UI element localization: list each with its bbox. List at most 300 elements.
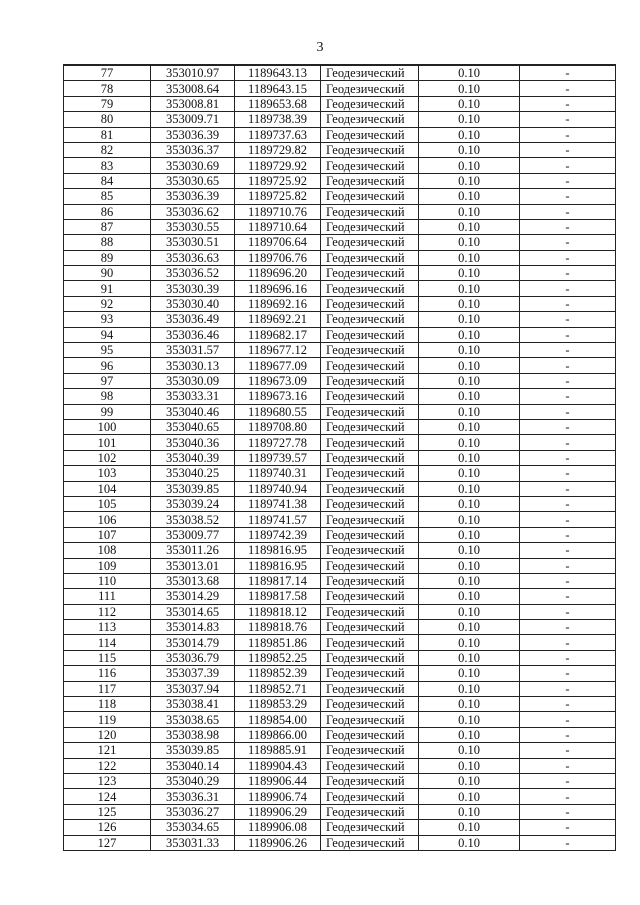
note-cell: - — [520, 96, 616, 111]
table-row — [64, 604, 616, 619]
method-cell: Геодезический — [321, 127, 419, 142]
note-cell: - — [520, 697, 616, 712]
y-coordinate-cell: 1189706.64 — [235, 235, 321, 250]
x-coordinate-cell: 353010.97 — [151, 65, 235, 81]
accuracy-cell: 0.10 — [419, 96, 520, 111]
x-coordinate-cell: 353009.77 — [151, 527, 235, 542]
note-cell: - — [520, 358, 616, 373]
table-row — [64, 804, 616, 819]
point-number-cell: 83 — [64, 158, 151, 173]
point-number-cell: 120 — [64, 727, 151, 742]
point-number-cell: 114 — [64, 635, 151, 650]
x-coordinate-cell: 353013.68 — [151, 573, 235, 588]
accuracy-cell: 0.10 — [419, 204, 520, 219]
y-coordinate-cell: 1189904.43 — [235, 758, 321, 773]
accuracy-cell: 0.10 — [419, 419, 520, 434]
point-number-cell: 92 — [64, 296, 151, 311]
table-row — [64, 266, 616, 281]
table-row — [64, 343, 616, 358]
y-coordinate-cell: 1189866.00 — [235, 727, 321, 742]
x-coordinate-cell: 353038.41 — [151, 697, 235, 712]
y-coordinate-cell: 1189708.80 — [235, 419, 321, 434]
y-coordinate-cell: 1189738.39 — [235, 112, 321, 127]
accuracy-cell: 0.10 — [419, 589, 520, 604]
y-coordinate-cell: 1189854.00 — [235, 712, 321, 727]
note-cell: - — [520, 604, 616, 619]
accuracy-cell: 0.10 — [419, 697, 520, 712]
note-cell: - — [520, 650, 616, 665]
point-number-cell: 99 — [64, 404, 151, 419]
y-coordinate-cell: 1189696.20 — [235, 266, 321, 281]
method-cell: Геодезический — [321, 435, 419, 450]
point-number-cell: 126 — [64, 820, 151, 835]
note-cell: - — [520, 389, 616, 404]
x-coordinate-cell: 353030.69 — [151, 158, 235, 173]
x-coordinate-cell: 353038.98 — [151, 727, 235, 742]
point-number-cell: 79 — [64, 96, 151, 111]
y-coordinate-cell: 1189885.91 — [235, 743, 321, 758]
method-cell: Геодезический — [321, 404, 419, 419]
point-number-cell: 119 — [64, 712, 151, 727]
point-number-cell: 85 — [64, 189, 151, 204]
x-coordinate-cell: 353040.25 — [151, 466, 235, 481]
note-cell: - — [520, 189, 616, 204]
table-row — [64, 419, 616, 434]
x-coordinate-cell: 353036.79 — [151, 650, 235, 665]
y-coordinate-cell: 1189725.82 — [235, 189, 321, 204]
accuracy-cell: 0.10 — [419, 481, 520, 496]
accuracy-cell: 0.10 — [419, 558, 520, 573]
point-number-cell: 82 — [64, 142, 151, 157]
y-coordinate-cell: 1189852.39 — [235, 666, 321, 681]
x-coordinate-cell: 353040.14 — [151, 758, 235, 773]
point-number-cell: 94 — [64, 327, 151, 342]
method-cell: Геодезический — [321, 697, 419, 712]
method-cell: Геодезический — [321, 266, 419, 281]
table-row — [64, 681, 616, 696]
point-number-cell: 93 — [64, 312, 151, 327]
y-coordinate-cell: 1189692.16 — [235, 296, 321, 311]
method-cell: Геодезический — [321, 204, 419, 219]
note-cell: - — [520, 266, 616, 281]
method-cell: Геодезический — [321, 650, 419, 665]
y-coordinate-cell: 1189710.76 — [235, 204, 321, 219]
accuracy-cell: 0.10 — [419, 65, 520, 81]
table-row — [64, 142, 616, 157]
table-row — [64, 235, 616, 250]
accuracy-cell: 0.10 — [419, 343, 520, 358]
accuracy-cell: 0.10 — [419, 466, 520, 481]
point-number-cell: 100 — [64, 419, 151, 434]
y-coordinate-cell: 1189816.95 — [235, 543, 321, 558]
table-row — [64, 835, 616, 850]
y-coordinate-cell: 1189729.92 — [235, 158, 321, 173]
method-cell: Геодезический — [321, 450, 419, 465]
note-cell: - — [520, 142, 616, 157]
x-coordinate-cell: 353011.26 — [151, 543, 235, 558]
x-coordinate-cell: 353036.39 — [151, 189, 235, 204]
table-row — [64, 820, 616, 835]
accuracy-cell: 0.10 — [419, 281, 520, 296]
note-cell: - — [520, 620, 616, 635]
table-row — [64, 481, 616, 496]
note-cell: - — [520, 81, 616, 96]
note-cell: - — [520, 204, 616, 219]
accuracy-cell: 0.10 — [419, 219, 520, 234]
method-cell: Геодезический — [321, 219, 419, 234]
accuracy-cell: 0.10 — [419, 389, 520, 404]
x-coordinate-cell: 353014.83 — [151, 620, 235, 635]
method-cell: Геодезический — [321, 327, 419, 342]
method-cell: Геодезический — [321, 173, 419, 188]
accuracy-cell: 0.10 — [419, 789, 520, 804]
point-number-cell: 80 — [64, 112, 151, 127]
x-coordinate-cell: 353036.37 — [151, 142, 235, 157]
y-coordinate-cell: 1189739.57 — [235, 450, 321, 465]
method-cell: Геодезический — [321, 743, 419, 758]
table-row — [64, 158, 616, 173]
table-row — [64, 650, 616, 665]
table-row — [64, 96, 616, 111]
method-cell: Геодезический — [321, 65, 419, 81]
x-coordinate-cell: 353036.39 — [151, 127, 235, 142]
method-cell: Геодезический — [321, 250, 419, 265]
x-coordinate-cell: 353040.36 — [151, 435, 235, 450]
y-coordinate-cell: 1189653.68 — [235, 96, 321, 111]
method-cell: Геодезический — [321, 419, 419, 434]
method-cell: Геодезический — [321, 512, 419, 527]
x-coordinate-cell: 353030.55 — [151, 219, 235, 234]
page-number: 3 — [316, 40, 324, 55]
method-cell: Геодезический — [321, 789, 419, 804]
table-row — [64, 666, 616, 681]
accuracy-cell: 0.10 — [419, 666, 520, 681]
table-row — [64, 389, 616, 404]
x-coordinate-cell: 353036.52 — [151, 266, 235, 281]
method-cell: Геодезический — [321, 358, 419, 373]
note-cell: - — [520, 466, 616, 481]
method-cell: Геодезический — [321, 835, 419, 850]
y-coordinate-cell: 1189706.76 — [235, 250, 321, 265]
method-cell: Геодезический — [321, 158, 419, 173]
point-number-cell: 122 — [64, 758, 151, 773]
table-row — [64, 81, 616, 96]
x-coordinate-cell: 353040.46 — [151, 404, 235, 419]
note-cell: - — [520, 450, 616, 465]
table-row — [64, 727, 616, 742]
table-row — [64, 573, 616, 588]
point-number-cell: 98 — [64, 389, 151, 404]
point-number-cell: 121 — [64, 743, 151, 758]
method-cell: Геодезический — [321, 466, 419, 481]
x-coordinate-cell: 353013.01 — [151, 558, 235, 573]
accuracy-cell: 0.10 — [419, 373, 520, 388]
accuracy-cell: 0.10 — [419, 266, 520, 281]
table-row — [64, 219, 616, 234]
table-row — [64, 512, 616, 527]
method-cell: Геодезический — [321, 681, 419, 696]
method-cell: Геодезический — [321, 481, 419, 496]
note-cell: - — [520, 65, 616, 81]
point-number-cell: 127 — [64, 835, 151, 850]
x-coordinate-cell: 353039.24 — [151, 496, 235, 511]
table-row — [64, 435, 616, 450]
method-cell: Геодезический — [321, 773, 419, 788]
y-coordinate-cell: 1189741.38 — [235, 496, 321, 511]
table-row — [64, 712, 616, 727]
accuracy-cell: 0.10 — [419, 81, 520, 96]
method-cell: Геодезический — [321, 312, 419, 327]
y-coordinate-cell: 1189906.26 — [235, 835, 321, 850]
note-cell: - — [520, 158, 616, 173]
point-number-cell: 90 — [64, 266, 151, 281]
point-number-cell: 108 — [64, 543, 151, 558]
y-coordinate-cell: 1189906.08 — [235, 820, 321, 835]
y-coordinate-cell: 1189816.95 — [235, 558, 321, 573]
accuracy-cell: 0.10 — [419, 189, 520, 204]
point-number-cell: 109 — [64, 558, 151, 573]
note-cell: - — [520, 527, 616, 542]
accuracy-cell: 0.10 — [419, 158, 520, 173]
y-coordinate-cell: 1189696.16 — [235, 281, 321, 296]
accuracy-cell: 0.10 — [419, 296, 520, 311]
table-row — [64, 358, 616, 373]
y-coordinate-cell: 1189817.14 — [235, 573, 321, 588]
method-cell: Геодезический — [321, 296, 419, 311]
table-row — [64, 189, 616, 204]
x-coordinate-cell: 353014.65 — [151, 604, 235, 619]
y-coordinate-cell: 1189852.25 — [235, 650, 321, 665]
table-row — [64, 635, 616, 650]
x-coordinate-cell: 353009.71 — [151, 112, 235, 127]
point-number-cell: 96 — [64, 358, 151, 373]
y-coordinate-cell: 1189741.57 — [235, 512, 321, 527]
y-coordinate-cell: 1189740.31 — [235, 466, 321, 481]
point-number-cell: 81 — [64, 127, 151, 142]
x-coordinate-cell: 353033.31 — [151, 389, 235, 404]
note-cell: - — [520, 727, 616, 742]
note-cell: - — [520, 373, 616, 388]
table-row — [64, 373, 616, 388]
x-coordinate-cell: 353039.85 — [151, 743, 235, 758]
x-coordinate-cell: 353008.81 — [151, 96, 235, 111]
accuracy-cell: 0.10 — [419, 173, 520, 188]
method-cell: Геодезический — [321, 142, 419, 157]
method-cell: Геодезический — [321, 343, 419, 358]
accuracy-cell: 0.10 — [419, 450, 520, 465]
point-number-cell: 102 — [64, 450, 151, 465]
accuracy-cell: 0.10 — [419, 127, 520, 142]
note-cell: - — [520, 773, 616, 788]
y-coordinate-cell: 1189643.13 — [235, 65, 321, 81]
note-cell: - — [520, 127, 616, 142]
table-row — [64, 312, 616, 327]
method-cell: Геодезический — [321, 758, 419, 773]
point-number-cell: 116 — [64, 666, 151, 681]
y-coordinate-cell: 1189851.86 — [235, 635, 321, 650]
note-cell: - — [520, 219, 616, 234]
y-coordinate-cell: 1189737.63 — [235, 127, 321, 142]
x-coordinate-cell: 353014.79 — [151, 635, 235, 650]
accuracy-cell: 0.10 — [419, 573, 520, 588]
accuracy-cell: 0.10 — [419, 758, 520, 773]
x-coordinate-cell: 353030.51 — [151, 235, 235, 250]
method-cell: Геодезический — [321, 496, 419, 511]
point-number-cell: 111 — [64, 589, 151, 604]
table-row — [64, 589, 616, 604]
note-cell: - — [520, 312, 616, 327]
accuracy-cell: 0.10 — [419, 804, 520, 819]
accuracy-cell: 0.10 — [419, 250, 520, 265]
point-number-cell: 77 — [64, 65, 151, 81]
x-coordinate-cell: 353036.49 — [151, 312, 235, 327]
x-coordinate-cell: 353030.09 — [151, 373, 235, 388]
method-cell: Геодезический — [321, 235, 419, 250]
table-row — [64, 758, 616, 773]
table-row — [64, 789, 616, 804]
accuracy-cell: 0.10 — [419, 635, 520, 650]
point-number-cell: 105 — [64, 496, 151, 511]
point-number-cell: 125 — [64, 804, 151, 819]
y-coordinate-cell: 1189906.74 — [235, 789, 321, 804]
method-cell: Геодезический — [321, 389, 419, 404]
method-cell: Геодезический — [321, 620, 419, 635]
note-cell: - — [520, 589, 616, 604]
note-cell: - — [520, 173, 616, 188]
table-row — [64, 543, 616, 558]
note-cell: - — [520, 573, 616, 588]
method-cell: Геодезический — [321, 112, 419, 127]
note-cell: - — [520, 789, 616, 804]
x-coordinate-cell: 353036.27 — [151, 804, 235, 819]
note-cell: - — [520, 512, 616, 527]
note-cell: - — [520, 681, 616, 696]
note-cell: - — [520, 666, 616, 681]
note-cell: - — [520, 419, 616, 434]
point-number-cell: 103 — [64, 466, 151, 481]
x-coordinate-cell: 353008.64 — [151, 81, 235, 96]
note-cell: - — [520, 804, 616, 819]
point-number-cell: 101 — [64, 435, 151, 450]
x-coordinate-cell: 353031.57 — [151, 343, 235, 358]
note-cell: - — [520, 543, 616, 558]
note-cell: - — [520, 343, 616, 358]
accuracy-cell: 0.10 — [419, 543, 520, 558]
point-number-cell: 87 — [64, 219, 151, 234]
method-cell: Геодезический — [321, 96, 419, 111]
method-cell: Геодезический — [321, 820, 419, 835]
x-coordinate-cell: 353040.39 — [151, 450, 235, 465]
accuracy-cell: 0.10 — [419, 681, 520, 696]
y-coordinate-cell: 1189673.16 — [235, 389, 321, 404]
accuracy-cell: 0.10 — [419, 327, 520, 342]
accuracy-cell: 0.10 — [419, 527, 520, 542]
table-row — [64, 327, 616, 342]
point-number-cell: 89 — [64, 250, 151, 265]
y-coordinate-cell: 1189742.39 — [235, 527, 321, 542]
x-coordinate-cell: 353036.46 — [151, 327, 235, 342]
point-number-cell: 112 — [64, 604, 151, 619]
method-cell: Геодезический — [321, 281, 419, 296]
note-cell: - — [520, 481, 616, 496]
method-cell: Геодезический — [321, 727, 419, 742]
note-cell: - — [520, 281, 616, 296]
y-coordinate-cell: 1189682.17 — [235, 327, 321, 342]
method-cell: Геодезический — [321, 527, 419, 542]
table-row — [64, 697, 616, 712]
y-coordinate-cell: 1189740.94 — [235, 481, 321, 496]
accuracy-cell: 0.10 — [419, 496, 520, 511]
x-coordinate-cell: 353030.39 — [151, 281, 235, 296]
accuracy-cell: 0.10 — [419, 727, 520, 742]
method-cell: Геодезический — [321, 635, 419, 650]
method-cell: Геодезический — [321, 558, 419, 573]
point-number-cell: 95 — [64, 343, 151, 358]
note-cell: - — [520, 250, 616, 265]
table-row — [64, 404, 616, 419]
point-number-cell: 84 — [64, 173, 151, 188]
table-row — [64, 173, 616, 188]
x-coordinate-cell: 353036.31 — [151, 789, 235, 804]
y-coordinate-cell: 1189680.55 — [235, 404, 321, 419]
point-number-cell: 97 — [64, 373, 151, 388]
y-coordinate-cell: 1189818.76 — [235, 620, 321, 635]
table-row — [64, 773, 616, 788]
x-coordinate-cell: 353040.65 — [151, 419, 235, 434]
y-coordinate-cell: 1189677.09 — [235, 358, 321, 373]
method-cell: Геодезический — [321, 666, 419, 681]
table-row — [64, 558, 616, 573]
y-coordinate-cell: 1189677.12 — [235, 343, 321, 358]
point-number-cell: 86 — [64, 204, 151, 219]
point-number-cell: 123 — [64, 773, 151, 788]
table-row — [64, 496, 616, 511]
x-coordinate-cell: 353034.65 — [151, 820, 235, 835]
y-coordinate-cell: 1189853.29 — [235, 697, 321, 712]
x-coordinate-cell: 353038.65 — [151, 712, 235, 727]
x-coordinate-cell: 353038.52 — [151, 512, 235, 527]
accuracy-cell: 0.10 — [419, 835, 520, 850]
note-cell: - — [520, 327, 616, 342]
table-row — [64, 127, 616, 142]
point-number-cell: 118 — [64, 697, 151, 712]
accuracy-cell: 0.10 — [419, 773, 520, 788]
table-row — [64, 204, 616, 219]
y-coordinate-cell: 1189817.58 — [235, 589, 321, 604]
point-number-cell: 104 — [64, 481, 151, 496]
y-coordinate-cell: 1189643.15 — [235, 81, 321, 96]
table-row — [64, 450, 616, 465]
accuracy-cell: 0.10 — [419, 142, 520, 157]
y-coordinate-cell: 1189725.92 — [235, 173, 321, 188]
y-coordinate-cell: 1189727.78 — [235, 435, 321, 450]
x-coordinate-cell: 353036.62 — [151, 204, 235, 219]
x-coordinate-cell: 353030.65 — [151, 173, 235, 188]
table-row — [64, 527, 616, 542]
table-row — [64, 112, 616, 127]
method-cell: Геодезический — [321, 373, 419, 388]
note-cell: - — [520, 712, 616, 727]
table-row — [64, 620, 616, 635]
y-coordinate-cell: 1189692.21 — [235, 312, 321, 327]
x-coordinate-cell: 353030.40 — [151, 296, 235, 311]
accuracy-cell: 0.10 — [419, 820, 520, 835]
note-cell: - — [520, 435, 616, 450]
accuracy-cell: 0.10 — [419, 512, 520, 527]
method-cell: Геодезический — [321, 81, 419, 96]
point-number-cell: 78 — [64, 81, 151, 96]
point-number-cell: 124 — [64, 789, 151, 804]
